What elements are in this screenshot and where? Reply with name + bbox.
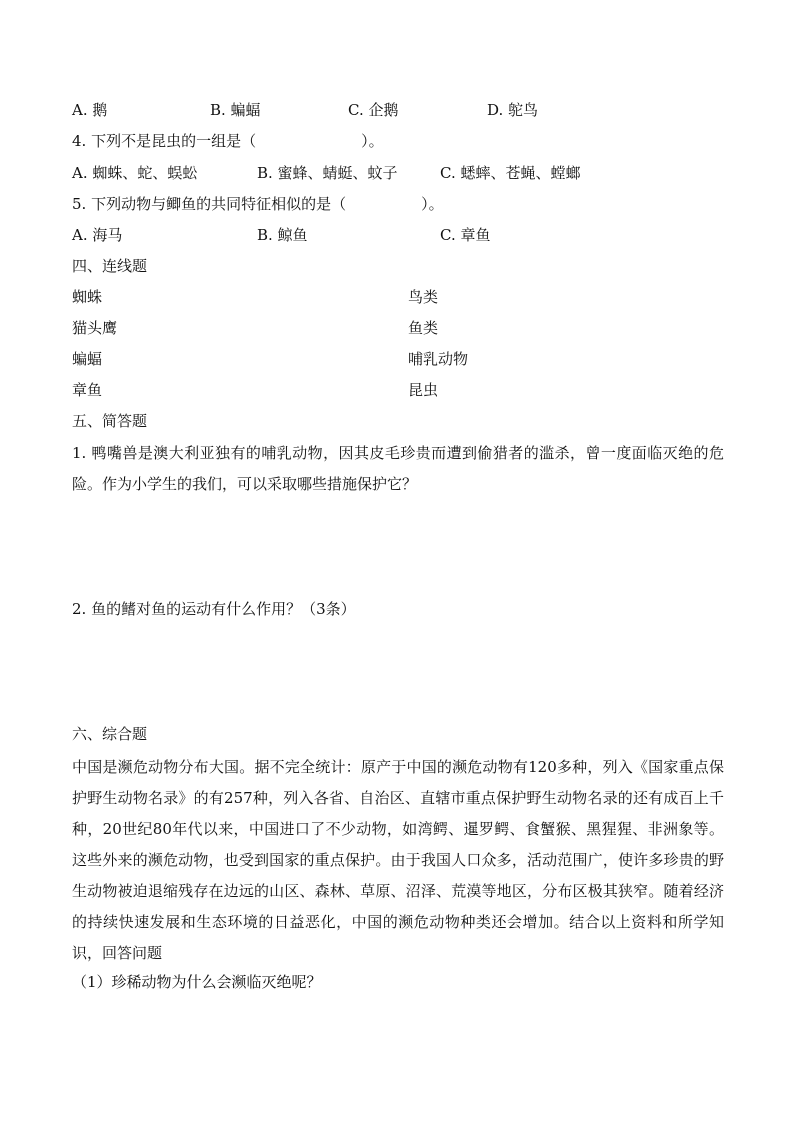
q3-option-b: B. 蝙蝠 bbox=[210, 101, 261, 119]
q4-option-b: B. 蜜蜂、蜻蜓、蚊子 bbox=[257, 164, 398, 182]
section-6-heading: 六、综合题 bbox=[72, 725, 148, 743]
comprehensive-passage: 中国是濒危动物分布大国。据不完全统计：原产于中国的濒危动物有120多种，列入《国家重点保护野生动物名录》的有257种，列入各省、自治区、直辖市重点保护野生动物名录的还有成百上千种，20世纪80年代以来，中国进口了不少动物，如湾鳄、暹罗鳄、食蟹猴、黑猩猩、非洲象等。这些外来的濒危动物，也受到国家的重点保护。由于我国人口众多，活动范围广，使许多珍贵的野生动物被迫退缩残存在边远的山区、森林、草原、沼泽、荒漠等地区，分布区极其狭窄。随着经济的持续快速发展和生态环境的日益恶化，中国的濒危动物种类还会增加。结合以上资料和所学知识，回答问题 bbox=[72, 758, 724, 962]
q3-option-c: C. 企鹅 bbox=[348, 101, 399, 119]
match-left-item: 猫头鹰 bbox=[72, 319, 118, 337]
q4-question: 4. 下列不是昆虫的一组是（ ）。 bbox=[72, 132, 384, 150]
q5-option-c: C. 章鱼 bbox=[440, 226, 491, 244]
short-answer-question-1: 1. 鸭嘴兽是澳大利亚独有的哺乳动物，因其皮毛珍贵而遭到偷猎者的滥杀，曾一度面临灭绝的危险。作为小学生的我们，可以采取哪些措施保护它？ bbox=[72, 444, 724, 493]
section-4-heading: 四、连线题 bbox=[72, 257, 148, 275]
q5-option-b: B. 鲸鱼 bbox=[257, 226, 308, 244]
short-answer-question-2: 2. 鱼的鳍对鱼的运动有什么作用？（3条） bbox=[72, 600, 356, 618]
match-right-item: 鱼类 bbox=[408, 319, 439, 337]
q3-option-a: A. 鹅 bbox=[72, 101, 108, 119]
q4-option-a: A. 蜘蛛、蛇、蜈蚣 bbox=[72, 164, 198, 182]
q3-option-d: D. 鸵鸟 bbox=[487, 101, 539, 119]
q5-option-a: A. 海马 bbox=[72, 226, 123, 244]
q5-question: 5. 下列动物与鲫鱼的共同特征相似的是（ ）。 bbox=[72, 195, 444, 213]
match-right-item: 昆虫 bbox=[408, 381, 439, 399]
match-right-item: 鸟类 bbox=[408, 288, 439, 306]
match-left-item: 蝙蝠 bbox=[72, 350, 103, 368]
match-right-item: 哺乳动物 bbox=[408, 350, 469, 368]
section-5-heading: 五、简答题 bbox=[72, 412, 148, 430]
q4-option-c: C. 蟋蟀、苍蝇、螳螂 bbox=[440, 164, 581, 182]
match-left-item: 章鱼 bbox=[72, 381, 103, 399]
comprehensive-question-1: （1）珍稀动物为什么会濒临灭绝呢？ bbox=[72, 973, 322, 991]
match-left-item: 蜘蛛 bbox=[72, 288, 103, 306]
